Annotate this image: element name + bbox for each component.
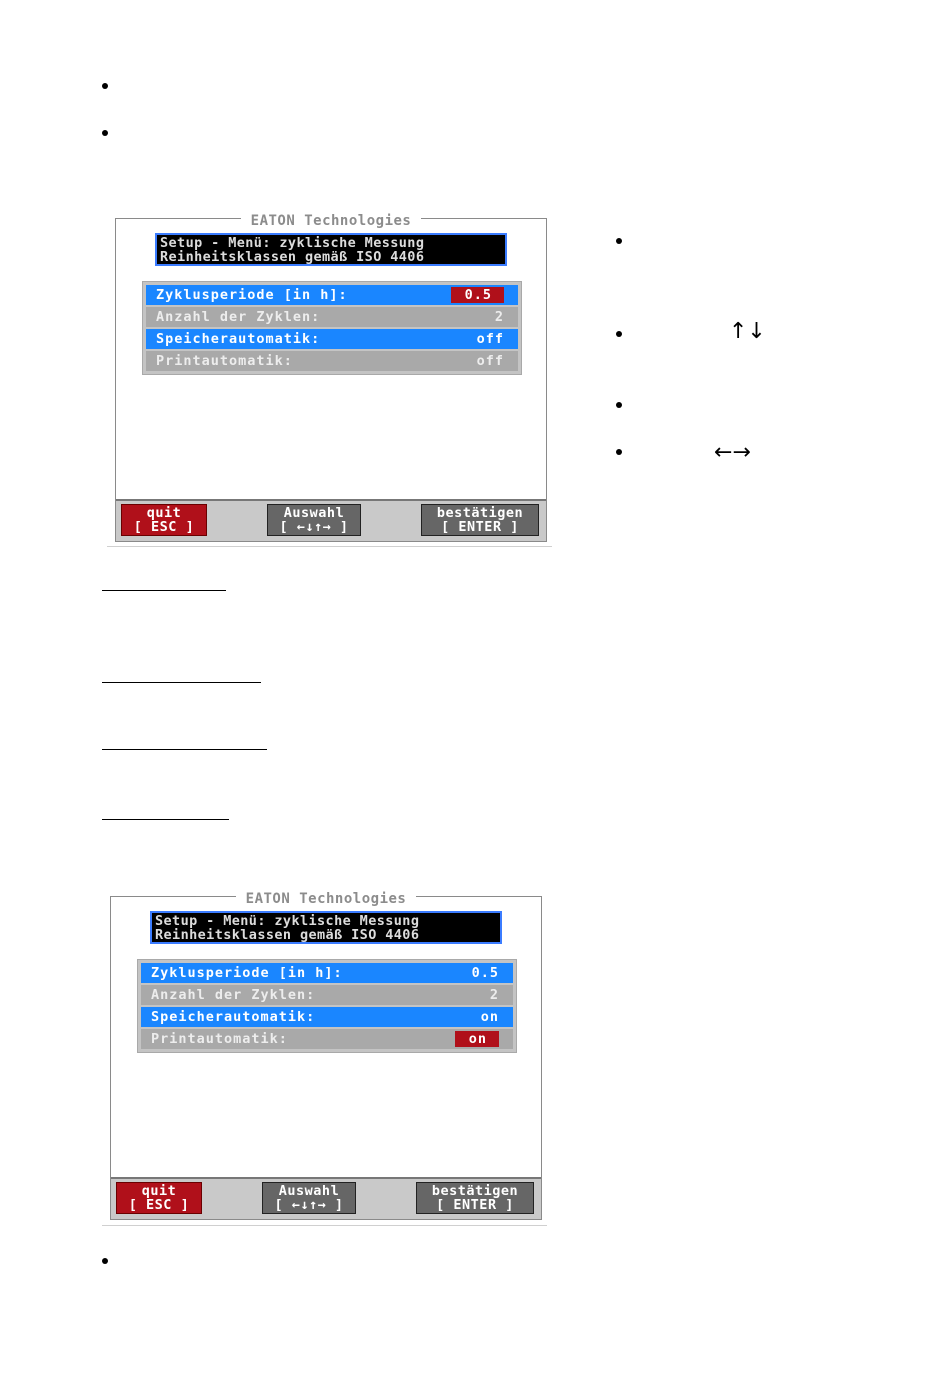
window-title: EATON Technologies <box>241 213 422 229</box>
row-value: 0.5 <box>471 965 499 981</box>
header-line-1: Setup - Menü: zyklische Messung <box>155 913 420 929</box>
row-cycle-period[interactable] <box>141 963 513 983</box>
row-label: Printautomatik: <box>151 1031 288 1047</box>
left-right-arrows-icon: ←→ <box>714 440 751 465</box>
bullet-marker <box>102 130 108 136</box>
heading-underline <box>102 749 267 750</box>
row-value: 2 <box>494 309 504 325</box>
row-cycle-period[interactable] <box>146 285 518 305</box>
quit-button[interactable]: quit [ ESC ] <box>116 1182 202 1214</box>
heading-underline <box>102 819 229 820</box>
row-label: Printautomatik: <box>156 353 293 369</box>
row-value: on <box>455 1031 499 1047</box>
bullet-marker <box>616 402 622 408</box>
row-label: Zyklusperiode [in h]: <box>156 287 348 303</box>
up-down-arrows-icon: ↑↓ <box>729 319 766 344</box>
row-auto-save[interactable] <box>146 329 518 349</box>
row-value: 0.5 <box>451 287 504 303</box>
window-title: EATON Technologies <box>236 891 417 907</box>
row-auto-save[interactable] <box>141 1007 513 1027</box>
row-label: Zyklusperiode [in h]: <box>151 965 343 981</box>
header-line-2: Reinheitsklassen gemäß ISO 4406 <box>160 249 425 265</box>
select-button[interactable]: Auswahl [ ←↓↑→ ] <box>267 504 361 536</box>
function-key-bar <box>116 499 546 541</box>
bullet-marker <box>102 83 108 89</box>
row-value: off <box>476 353 504 369</box>
confirm-button[interactable]: bestätigen [ ENTER ] <box>416 1182 534 1214</box>
settings-menu <box>137 959 517 1053</box>
bullet-marker <box>616 449 622 455</box>
row-value: off <box>476 331 504 347</box>
bullet-marker <box>616 331 622 337</box>
heading-underline <box>102 590 226 591</box>
screen-divider <box>102 1225 547 1226</box>
setup-screen-1 <box>115 213 547 542</box>
heading-underline <box>102 682 261 683</box>
row-label: Speicherautomatik: <box>156 331 321 347</box>
screen-divider <box>107 546 552 547</box>
header-line-2: Reinheitsklassen gemäß ISO 4406 <box>155 927 420 943</box>
select-button[interactable]: Auswahl [ ←↓↑→ ] <box>262 1182 356 1214</box>
menu-header <box>155 233 507 266</box>
quit-button[interactable]: quit [ ESC ] <box>121 504 207 536</box>
row-label: Anzahl der Zyklen: <box>151 987 316 1003</box>
setup-screen-2 <box>110 891 542 1220</box>
menu-header <box>150 911 502 944</box>
row-label: Speicherautomatik: <box>151 1009 316 1025</box>
row-cycle-count[interactable] <box>141 985 513 1005</box>
function-key-bar <box>111 1177 541 1219</box>
row-auto-print[interactable] <box>141 1029 513 1049</box>
row-cycle-count[interactable] <box>146 307 518 327</box>
confirm-button[interactable]: bestätigen [ ENTER ] <box>421 504 539 536</box>
row-value: on <box>480 1009 499 1025</box>
bullet-marker <box>616 238 622 244</box>
row-auto-print[interactable] <box>146 351 518 371</box>
bullet-marker <box>102 1258 108 1264</box>
row-label: Anzahl der Zyklen: <box>156 309 321 325</box>
row-value: 2 <box>489 987 499 1003</box>
header-line-1: Setup - Menü: zyklische Messung <box>160 235 425 251</box>
settings-menu <box>142 281 522 375</box>
